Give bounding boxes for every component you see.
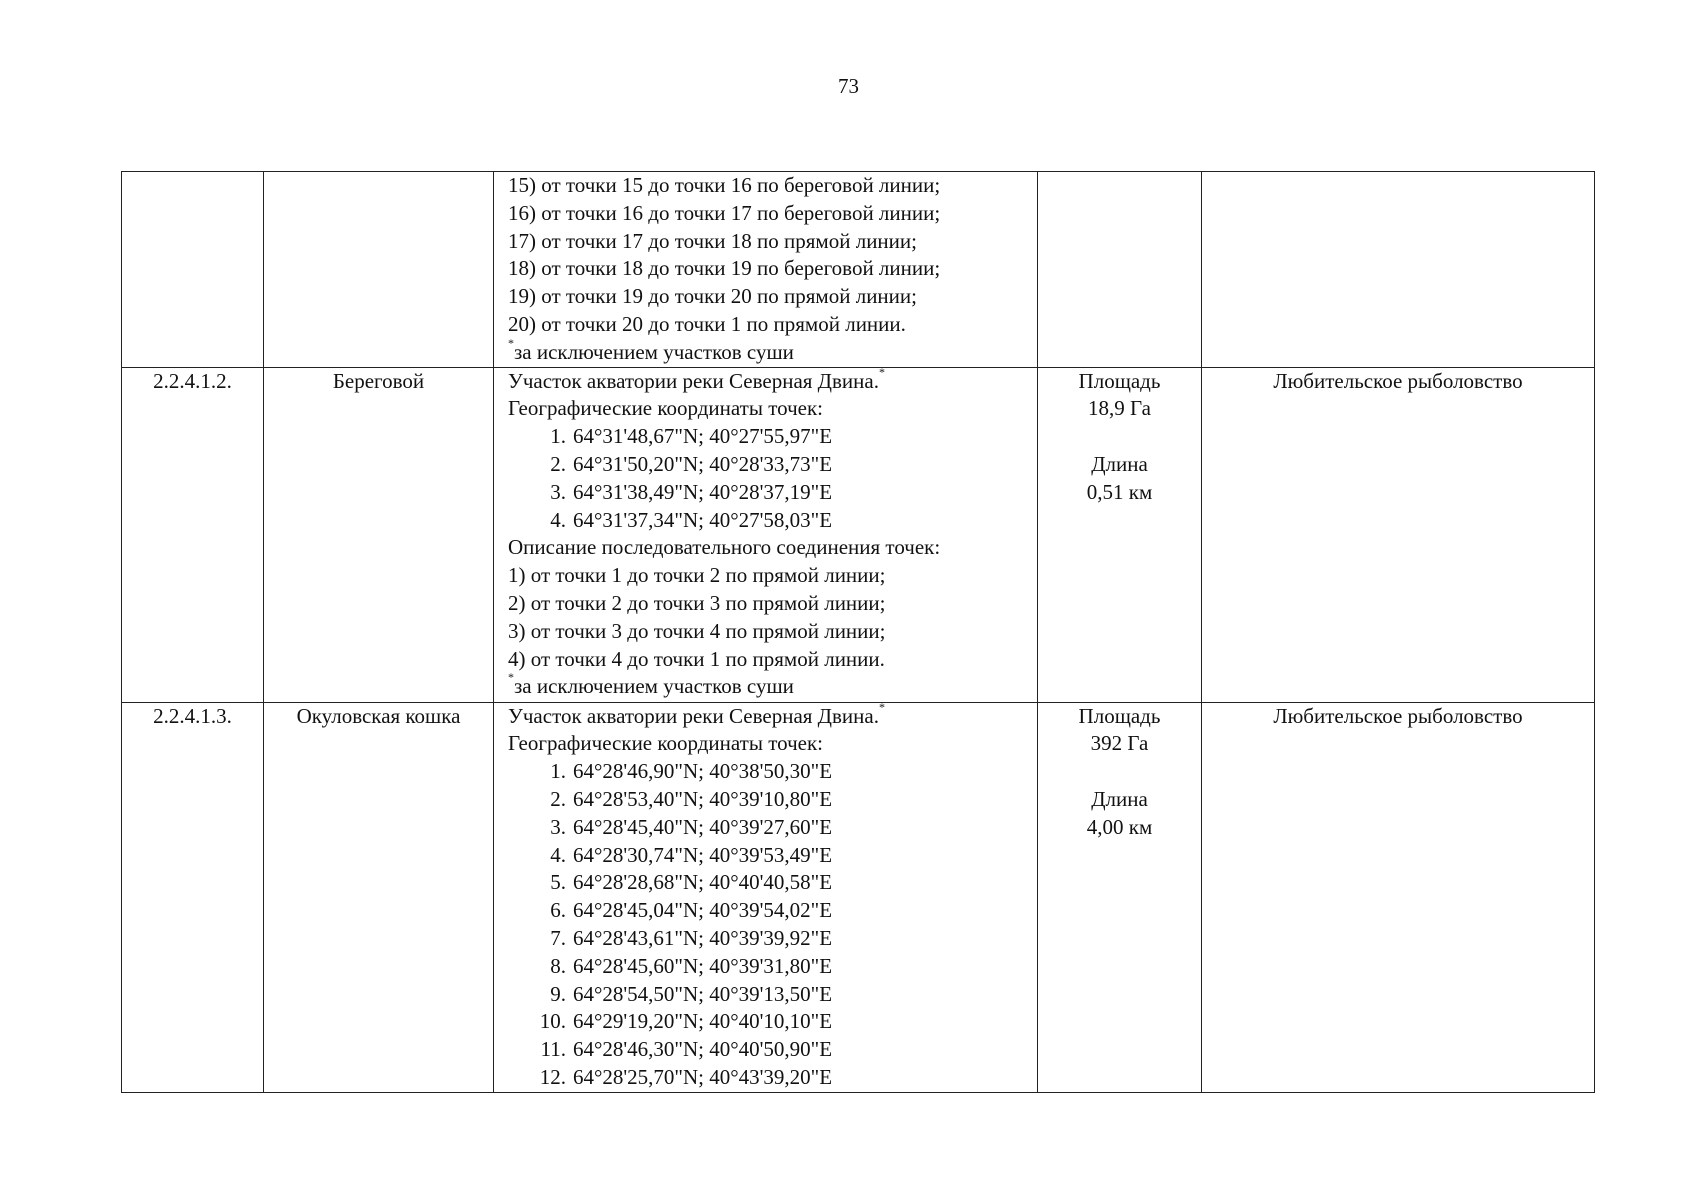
coordinate-value: 64°31'50,20"N; 40°28'33,73"E [573, 451, 833, 476]
coordinate-value: 64°28'54,50"N; 40°39'13,50"E [573, 981, 833, 1006]
row-description-cell [494, 699, 1038, 1092]
coordinate-index: 12. [539, 1064, 566, 1089]
intro-text: Участок акватории реки Северная Двина. [508, 368, 879, 393]
row-description-cell [494, 172, 1038, 368]
row-use-cell [1202, 172, 1595, 368]
connection-line: 2) от точки 2 до точки 3 по прямой линии; [508, 590, 886, 615]
footnote-text: за исключением участков суши [514, 674, 794, 699]
connection-line: 16) от точки 16 до точки 17 по береговой линии; [508, 200, 941, 225]
coordinate-value: 64°28'28,68"N; 40°40'40,58"E [573, 870, 833, 895]
coordinate-index: 1. [550, 759, 566, 784]
connection-line: 1) от точки 1 до точки 2 по прямой линии; [508, 563, 886, 588]
zones-table [121, 171, 1595, 1093]
coordinate-item [508, 1036, 1023, 1064]
row-size-cell [1038, 172, 1202, 368]
row-number-cell: 2.2.4.1.2. [122, 367, 264, 702]
coordinate-item [508, 1008, 1023, 1036]
coordinate-value: 64°28'45,04"N; 40°39'54,02"E [573, 898, 833, 923]
coords-label: Географические координаты точек: [508, 731, 823, 756]
coordinate-index: 3. [550, 479, 566, 504]
coordinate-item [508, 981, 1023, 1009]
coordinate-index: 1. [550, 424, 566, 449]
area-label: Площадь [1078, 368, 1161, 393]
coordinate-item [508, 814, 1023, 842]
connection-line: 3) от точки 3 до точки 4 по прямой линии; [508, 618, 886, 643]
footnote-mark: * [508, 335, 514, 350]
coordinate-item [508, 925, 1023, 953]
coordinate-item [508, 758, 1023, 786]
area-label: Площадь [1078, 703, 1161, 728]
length-label: Длина [1091, 787, 1148, 812]
coordinate-index: 3. [550, 814, 566, 839]
coordinate-value: 64°28'43,61"N; 40°39'39,92"E [573, 925, 833, 950]
coordinate-item [508, 842, 1023, 870]
coordinate-index: 7. [550, 925, 566, 950]
row-number-cell [122, 172, 264, 368]
coordinate-value: 64°31'48,67"N; 40°27'55,97"E [573, 424, 833, 449]
coordinate-index: 10. [539, 1009, 566, 1034]
row-size-cell [1038, 702, 1202, 1092]
connection-line: 17) от точки 17 до точки 18 по прямой линии; [508, 228, 917, 253]
table-row [122, 367, 1595, 702]
connection-line: 18) от точки 18 до точки 19 по береговой линии; [508, 256, 941, 281]
coordinate-value: 64°28'45,40"N; 40°39'27,60"E [573, 814, 833, 839]
coordinate-index: 4. [550, 507, 566, 532]
coordinate-value: 64°28'45,60"N; 40°39'31,80"E [573, 953, 833, 978]
coordinate-index: 5. [550, 870, 566, 895]
coordinate-item [508, 479, 1023, 507]
coordinate-index: 2. [550, 786, 566, 811]
coords-label: Географические координаты точек: [508, 396, 823, 421]
coordinate-item [508, 507, 1023, 535]
coordinate-item [508, 451, 1023, 479]
row-name-cell: Береговой [264, 367, 494, 702]
coordinate-value: 64°31'37,34"N; 40°27'58,03"E [573, 507, 833, 532]
row-name-cell [264, 172, 494, 368]
coordinate-item [508, 897, 1023, 925]
footnote-mark: * [878, 364, 885, 379]
connection-line: 19) от точки 19 до точки 20 по прямой линии; [508, 284, 917, 309]
coordinate-value: 64°28'46,30"N; 40°40'50,90"E [573, 1037, 833, 1062]
row-number-cell: 2.2.4.1.3. [122, 702, 264, 1092]
footnote-text: за исключением участков суши [514, 339, 794, 364]
connection-line: 15) от точки 15 до точки 16 по береговой линии; [508, 173, 941, 197]
area-value: 18,9 Га [1088, 396, 1151, 421]
coordinate-value: 64°28'46,90"N; 40°38'50,30"E [573, 759, 833, 784]
coordinate-item [508, 423, 1023, 451]
footnote [508, 335, 1023, 367]
connection-line: 4) от точки 4 до точки 1 по прямой линии. [508, 646, 885, 671]
page-number: 73 [838, 74, 859, 98]
coordinate-value: 64°31'38,49"N; 40°28'37,19"E [573, 479, 833, 504]
coordinate-item [508, 1064, 1023, 1092]
intro-line [508, 699, 1023, 731]
intro-text: Участок акватории реки Северная Двина. [508, 703, 879, 728]
footnote-mark: * [508, 670, 514, 685]
row-use-cell: Любительское рыболовство [1202, 367, 1595, 702]
row-size-cell [1038, 367, 1202, 702]
coordinate-item [508, 869, 1023, 897]
row-use-cell: Любительское рыболовство [1202, 702, 1595, 1092]
intro-line [508, 364, 1023, 396]
coordinate-value: 64°29'19,20"N; 40°40'10,10"E [573, 1009, 833, 1034]
length-label: Длина [1091, 452, 1148, 477]
coordinate-index: 4. [550, 842, 566, 867]
connection-line: 20) от точки 20 до точки 1 по прямой линии. [508, 311, 906, 336]
description-label: Описание последовательного соединения точек: [508, 535, 941, 560]
coordinate-index: 2. [550, 451, 566, 476]
row-name-cell: Окуловская кошка [264, 702, 494, 1092]
coordinate-item [508, 953, 1023, 981]
table-row [122, 702, 1595, 1092]
row-description-cell [494, 364, 1038, 702]
coordinate-index: 11. [540, 1037, 566, 1062]
coordinate-value: 64°28'30,74"N; 40°39'53,49"E [573, 842, 833, 867]
coordinate-value: 64°28'53,40"N; 40°39'10,80"E [573, 786, 833, 811]
coordinate-index: 9. [550, 981, 566, 1006]
length-value: 4,00 км [1086, 814, 1153, 839]
footnote-mark: * [878, 699, 885, 714]
footnote [508, 670, 1023, 701]
coordinate-index: 8. [550, 953, 566, 978]
coordinate-index: 6. [550, 898, 566, 923]
coordinate-item [508, 786, 1023, 814]
table-row [122, 172, 1595, 368]
area-value: 392 Га [1090, 731, 1149, 756]
coordinate-value: 64°28'25,70"N; 40°43'39,20"E [573, 1064, 833, 1089]
length-value: 0,51 км [1086, 479, 1153, 504]
